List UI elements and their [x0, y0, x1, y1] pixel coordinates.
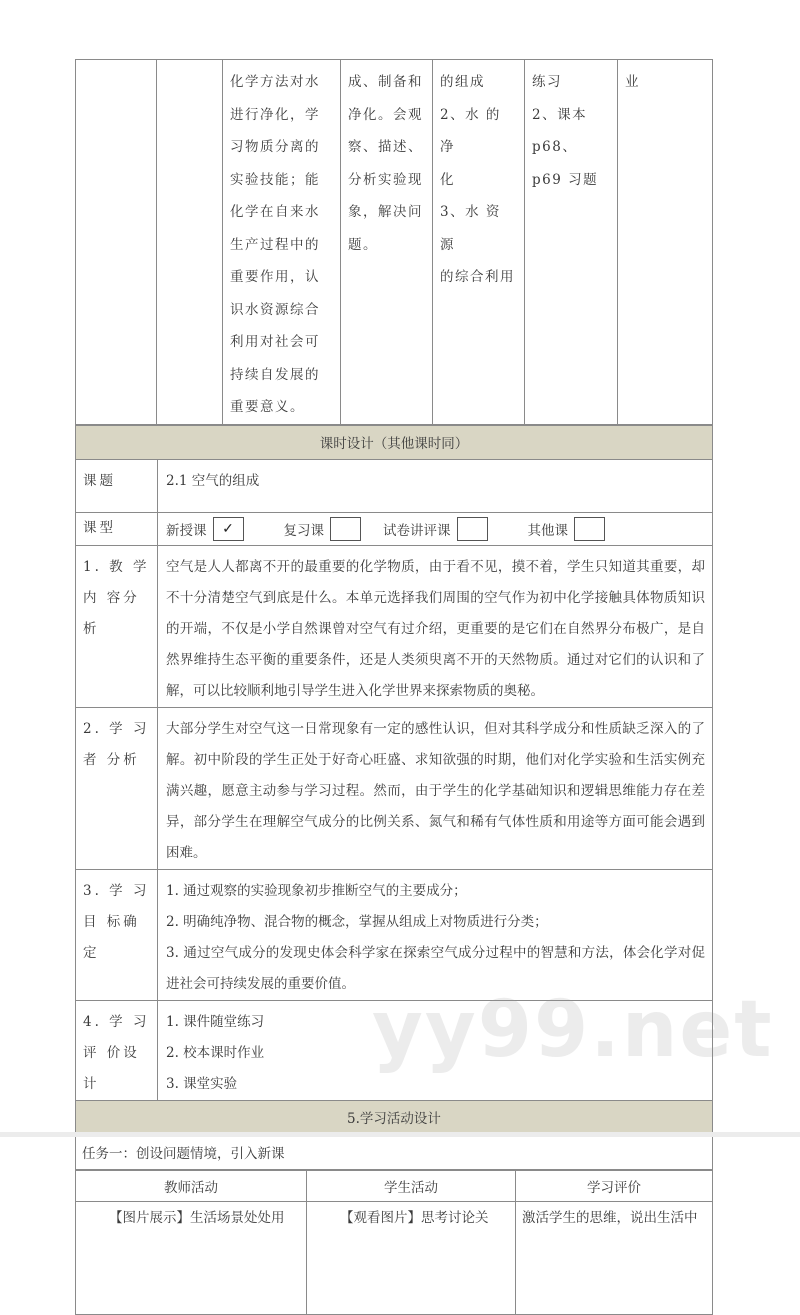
checkbox[interactable]	[330, 517, 361, 541]
type-option-label: 新授课	[166, 522, 207, 539]
activity-header-row	[76, 1170, 713, 1201]
checkbox[interactable]	[574, 517, 605, 541]
col-student-activity: 学生活动	[307, 1170, 516, 1201]
type-option-review[interactable]	[284, 517, 362, 541]
evaluation-design-list	[158, 1000, 713, 1100]
cell-ability-goals: 成、制备和净化。会观察、描述、分析实验现象，解决问题。	[341, 60, 433, 425]
learner-analysis-row	[76, 707, 713, 869]
goal-item: 1. 通过观察的实验现象初步推断空气的主要成分；	[166, 882, 467, 899]
topic-line: 3、水 资 源	[440, 204, 501, 253]
evaluation-item: 3. 课堂实验	[166, 1075, 238, 1092]
learner-analysis-text: 大部分学生对空气这一日常现象有一定的感性认识，但对其科学成分和性质缺乏深入的了解。初中阶段的学生正处于好奇心旺盛、求知欲强的时期，他们对化学实验和生活实例充满兴趣，愿意主动参与学习过程。然而，由于学生的化学基础知识和逻辑思维能力存在差异，部分学生在理解空气成分的比例关系、氮气和稀有气体性质和用途等方面可能会遇到困难。	[158, 707, 713, 869]
watermark: yy99.net	[372, 985, 774, 1075]
cell-knowledge-goals: 化学方法对水进行净化，学习物质分离的实验技能；能化学在自来水生产过程中的重要作用，认识水资源综合利用对社会可持续自发展的重要意义。	[223, 60, 341, 425]
col-learning-evaluation: 学习评价	[516, 1170, 713, 1201]
type-option-label: 试卷讲评课	[383, 522, 451, 539]
lesson-type-options	[158, 512, 713, 545]
lesson-type-row	[76, 512, 713, 545]
goal-item: 3. 通过空气成分的发现史体会科学家在探索空气成分过程中的智慧和方法，体会化学对促进社会可持续发展的重要价值。	[166, 944, 705, 992]
lesson-plan-table	[75, 59, 712, 1315]
checkbox[interactable]	[457, 517, 488, 541]
type-option-new[interactable]	[166, 517, 244, 541]
student-activity-cell: 【观看图片】思考讨论关	[307, 1201, 516, 1314]
topic-line: 2、水 的 净	[440, 106, 501, 155]
page-bottom-edge	[0, 1132, 800, 1137]
activity-design-header: 5.学习活动设计	[76, 1100, 713, 1134]
topic-line: 化	[440, 171, 455, 188]
cell-exercises	[525, 60, 618, 425]
task-one-title: 任务一：创设问题情境，引入新课	[76, 1134, 713, 1169]
type-option-exam-review[interactable]	[383, 517, 488, 541]
cell-empty-1	[76, 60, 157, 425]
evaluation-design-label: 4. 学 习 评 价设计	[76, 1000, 158, 1100]
exercise-line: 练习	[532, 74, 562, 90]
cell-homework: 业	[618, 60, 713, 425]
exercise-line: 2、课本 p68、	[532, 106, 588, 155]
cell-empty-2	[157, 60, 223, 425]
topic-value: 2.1 空气的组成	[158, 459, 713, 512]
content-analysis-text: 空气是人人都离不开的最重要的化学物质，由于看不见，摸不着，学生只知道其重要，却不十分清楚空气到底是什么。本单元选择我们周围的空气作为初中化学接触具体物质知识的开端，不仅是小学自然课曾对空气有过介绍，更重要的是它们在自然界分布极广，是自然界维持生态平衡的重要条件，还是人类须臾离不开的天然物质。通过对它们的认识和了解，可以比较顺利地引导学生进入化学世界来探索物质的奥秘。	[158, 545, 713, 707]
col-teacher-activity: 教师活动	[76, 1170, 307, 1201]
topic-line: 的组成	[440, 74, 485, 90]
learning-goals-row	[76, 869, 713, 1000]
topic-row	[76, 459, 713, 512]
content-analysis-label: 1. 教 学 内 容分析	[76, 545, 158, 707]
cell-lesson-topics	[433, 60, 525, 425]
type-option-other[interactable]	[528, 517, 606, 541]
evaluation-item: 2. 校本课时作业	[166, 1044, 265, 1061]
evaluation-design-row	[76, 1000, 713, 1100]
goal-item: 2. 明确纯净物、混合物的概念，掌握从组成上对物质进行分类；	[166, 913, 548, 930]
learning-goals-list	[158, 869, 713, 1000]
topic-line: 的综合利用	[440, 269, 515, 285]
lesson-design-header: 课时设计（其他课时同）	[76, 425, 713, 459]
teacher-activity-cell: 【图片展示】生活场景处处用	[76, 1201, 307, 1314]
type-option-label: 复习课	[283, 522, 324, 539]
learner-analysis-label: 2. 学 习 者 分析	[76, 707, 158, 869]
exercise-line: p69 习题	[532, 171, 599, 188]
learning-goals-label: 3. 学 习 目 标确定	[76, 869, 158, 1000]
lesson-type-label: 课型	[76, 512, 158, 545]
content-analysis-row	[76, 545, 713, 707]
activity-row	[76, 1201, 713, 1314]
continued-goals-row	[76, 60, 713, 425]
checkbox-checked[interactable]: ✓	[213, 517, 244, 541]
type-option-label: 其他课	[527, 522, 568, 539]
topic-label: 课题	[76, 459, 158, 512]
evaluation-cell: 激活学生的思维，说出生活中	[516, 1201, 713, 1314]
evaluation-item: 1. 课件随堂练习	[166, 1013, 265, 1030]
